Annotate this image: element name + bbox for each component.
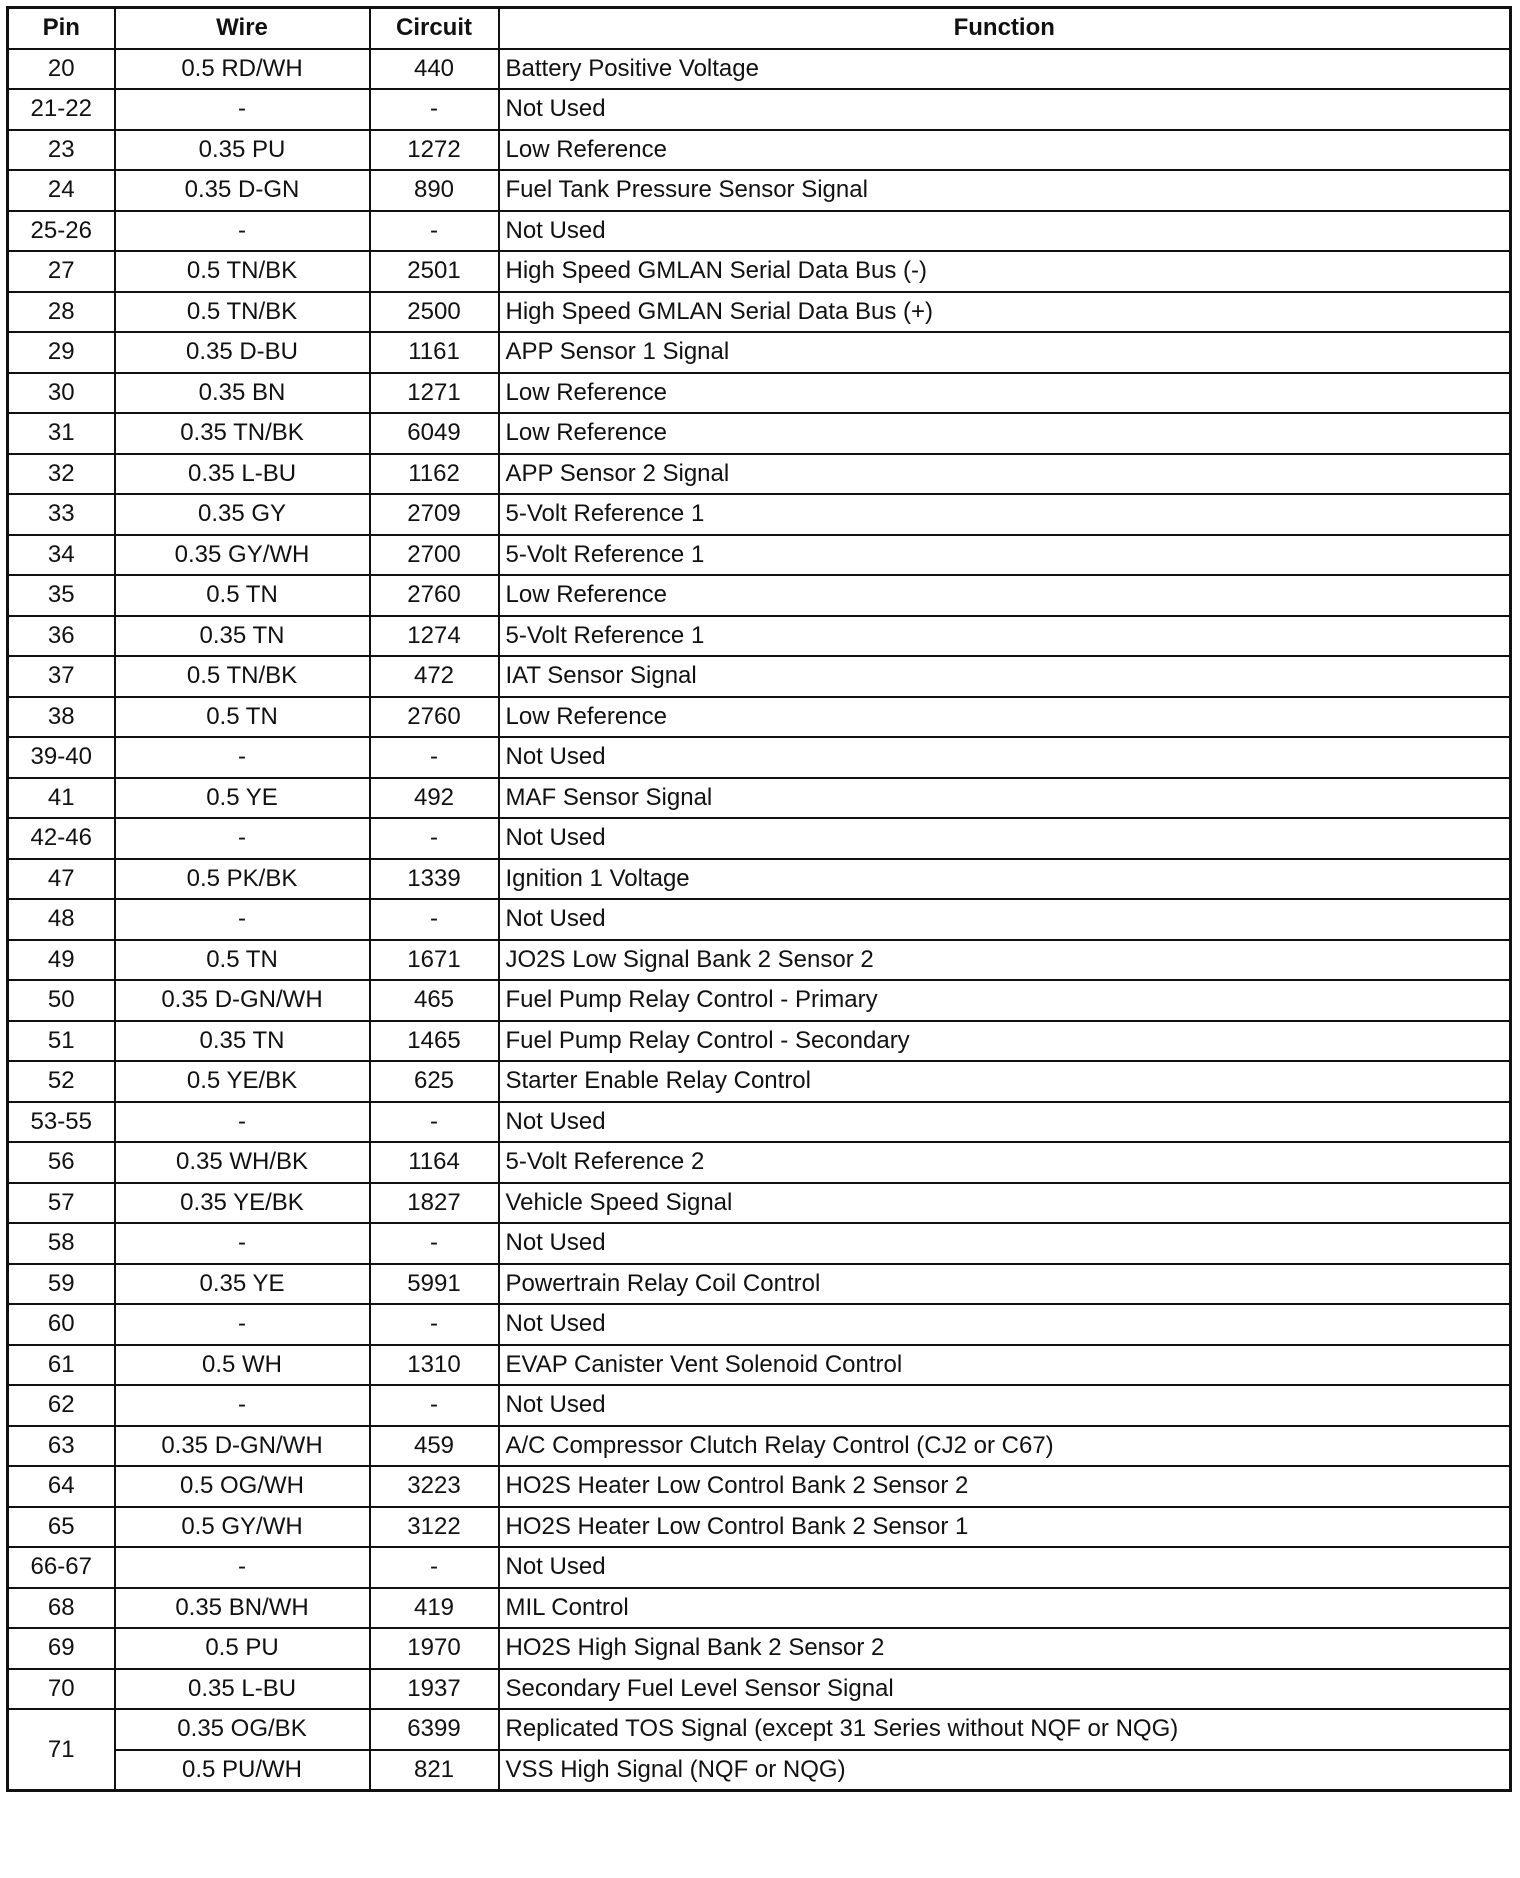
function-cell: 5-Volt Reference 1 bbox=[499, 494, 1511, 535]
wire-cell: 0.35 BN/WH bbox=[115, 1588, 370, 1629]
table-row bbox=[8, 1264, 1511, 1305]
function-cell: 5-Volt Reference 1 bbox=[499, 616, 1511, 657]
wire-cell: 0.5 WH bbox=[115, 1345, 370, 1386]
function-cell: Fuel Pump Relay Control - Primary bbox=[499, 980, 1511, 1021]
wire-cell: - bbox=[115, 899, 370, 940]
wire-cell: - bbox=[115, 1547, 370, 1588]
table-row bbox=[8, 1183, 1511, 1224]
wire-cell: 0.5 TN/BK bbox=[115, 292, 370, 333]
circuit-cell: 1271 bbox=[370, 373, 499, 414]
table-row bbox=[8, 1669, 1511, 1710]
function-cell: Fuel Tank Pressure Sensor Signal bbox=[499, 170, 1511, 211]
wire-cell: 0.5 TN bbox=[115, 697, 370, 738]
wire-cell: 0.35 L-BU bbox=[115, 1669, 370, 1710]
wire-cell: 0.5 TN/BK bbox=[115, 656, 370, 697]
table-row bbox=[8, 1466, 1511, 1507]
function-cell: JO2S Low Signal Bank 2 Sensor 2 bbox=[499, 940, 1511, 981]
wire-cell: 0.35 TN bbox=[115, 616, 370, 657]
circuit-cell: 1937 bbox=[370, 1669, 499, 1710]
table-row bbox=[8, 1345, 1511, 1386]
table-row bbox=[8, 818, 1511, 859]
table-row bbox=[8, 1628, 1511, 1669]
table-row bbox=[8, 1547, 1511, 1588]
header-function: Function bbox=[499, 8, 1511, 49]
pin-cell: 30 bbox=[8, 373, 115, 414]
table-row bbox=[8, 1750, 1511, 1791]
header-wire: Wire bbox=[115, 8, 370, 49]
function-cell: Not Used bbox=[499, 211, 1511, 252]
pin-cell: 58 bbox=[8, 1223, 115, 1264]
wire-cell: 0.35 GY/WH bbox=[115, 535, 370, 576]
table-row bbox=[8, 1142, 1511, 1183]
wire-cell: - bbox=[115, 211, 370, 252]
table-row bbox=[8, 1021, 1511, 1062]
pin-cell: 38 bbox=[8, 697, 115, 738]
function-cell: Vehicle Speed Signal bbox=[499, 1183, 1511, 1224]
circuit-cell: - bbox=[370, 737, 499, 778]
wire-cell: 0.35 D-BU bbox=[115, 332, 370, 373]
circuit-cell: 3122 bbox=[370, 1507, 499, 1548]
function-cell: HO2S Heater Low Control Bank 2 Sensor 1 bbox=[499, 1507, 1511, 1548]
wire-cell: - bbox=[115, 1223, 370, 1264]
pin-cell: 39-40 bbox=[8, 737, 115, 778]
table-row bbox=[8, 1709, 1511, 1750]
function-cell: Low Reference bbox=[499, 373, 1511, 414]
pin-cell: 64 bbox=[8, 1466, 115, 1507]
table-header-row bbox=[8, 8, 1511, 49]
circuit-cell: 1671 bbox=[370, 940, 499, 981]
pin-cell: 65 bbox=[8, 1507, 115, 1548]
table-row bbox=[8, 211, 1511, 252]
function-cell: VSS High Signal (NQF or NQG) bbox=[499, 1750, 1511, 1791]
function-cell: Low Reference bbox=[499, 130, 1511, 171]
function-cell: MIL Control bbox=[499, 1588, 1511, 1629]
table-row bbox=[8, 737, 1511, 778]
header-pin: Pin bbox=[8, 8, 115, 49]
table-row bbox=[8, 170, 1511, 211]
function-cell: Low Reference bbox=[499, 697, 1511, 738]
pin-cell: 25-26 bbox=[8, 211, 115, 252]
pin-cell: 24 bbox=[8, 170, 115, 211]
table-row bbox=[8, 130, 1511, 171]
wire-cell: 0.5 YE bbox=[115, 778, 370, 819]
circuit-cell: 492 bbox=[370, 778, 499, 819]
wire-cell: 0.35 D-GN bbox=[115, 170, 370, 211]
pin-cell: 52 bbox=[8, 1061, 115, 1102]
pin-cell: 50 bbox=[8, 980, 115, 1021]
pin-cell: 31 bbox=[8, 413, 115, 454]
function-cell: APP Sensor 1 Signal bbox=[499, 332, 1511, 373]
function-cell: Not Used bbox=[499, 737, 1511, 778]
wire-cell: 0.35 GY bbox=[115, 494, 370, 535]
circuit-cell: 459 bbox=[370, 1426, 499, 1467]
function-cell: 5-Volt Reference 1 bbox=[499, 535, 1511, 576]
circuit-cell: 1827 bbox=[370, 1183, 499, 1224]
pin-cell: 66-67 bbox=[8, 1547, 115, 1588]
wire-cell: 0.5 GY/WH bbox=[115, 1507, 370, 1548]
pin-cell: 20 bbox=[8, 49, 115, 90]
circuit-cell: 419 bbox=[370, 1588, 499, 1629]
table-row bbox=[8, 373, 1511, 414]
wire-cell: 0.35 D-GN/WH bbox=[115, 980, 370, 1021]
circuit-cell: - bbox=[370, 89, 499, 130]
circuit-cell: 440 bbox=[370, 49, 499, 90]
wire-cell: - bbox=[115, 1385, 370, 1426]
wire-cell: - bbox=[115, 818, 370, 859]
function-cell: Not Used bbox=[499, 1385, 1511, 1426]
pin-cell: 35 bbox=[8, 575, 115, 616]
pin-cell: 34 bbox=[8, 535, 115, 576]
circuit-cell: 625 bbox=[370, 1061, 499, 1102]
function-cell: Not Used bbox=[499, 899, 1511, 940]
circuit-cell: 6399 bbox=[370, 1709, 499, 1750]
function-cell: Not Used bbox=[499, 89, 1511, 130]
pin-cell: 28 bbox=[8, 292, 115, 333]
pin-cell: 57 bbox=[8, 1183, 115, 1224]
pin-cell: 32 bbox=[8, 454, 115, 495]
circuit-cell: 2760 bbox=[370, 575, 499, 616]
wire-cell: 0.5 OG/WH bbox=[115, 1466, 370, 1507]
pin-cell: 69 bbox=[8, 1628, 115, 1669]
function-cell: HO2S Heater Low Control Bank 2 Sensor 2 bbox=[499, 1466, 1511, 1507]
circuit-cell: 2700 bbox=[370, 535, 499, 576]
wire-cell: 0.35 YE bbox=[115, 1264, 370, 1305]
wire-cell: 0.35 WH/BK bbox=[115, 1142, 370, 1183]
function-cell: IAT Sensor Signal bbox=[499, 656, 1511, 697]
circuit-cell: 465 bbox=[370, 980, 499, 1021]
table-row bbox=[8, 656, 1511, 697]
circuit-cell: 1272 bbox=[370, 130, 499, 171]
function-cell: Not Used bbox=[499, 1304, 1511, 1345]
function-cell: Replicated TOS Signal (except 31 Series without NQF or NQG) bbox=[499, 1709, 1511, 1750]
pin-cell: 36 bbox=[8, 616, 115, 657]
pin-cell: 48 bbox=[8, 899, 115, 940]
table-row bbox=[8, 859, 1511, 900]
wire-cell: 0.5 TN bbox=[115, 575, 370, 616]
pin-cell: 23 bbox=[8, 130, 115, 171]
pin-cell: 42-46 bbox=[8, 818, 115, 859]
circuit-cell: 2500 bbox=[370, 292, 499, 333]
circuit-cell: - bbox=[370, 211, 499, 252]
wire-cell: 0.5 PK/BK bbox=[115, 859, 370, 900]
header-circuit: Circuit bbox=[370, 8, 499, 49]
wire-cell: 0.5 PU bbox=[115, 1628, 370, 1669]
wire-cell: 0.35 TN bbox=[115, 1021, 370, 1062]
circuit-cell: 5991 bbox=[370, 1264, 499, 1305]
pin-cell: 37 bbox=[8, 656, 115, 697]
pin-cell: 27 bbox=[8, 251, 115, 292]
circuit-cell: - bbox=[370, 899, 499, 940]
function-cell: Battery Positive Voltage bbox=[499, 49, 1511, 90]
pin-cell: 49 bbox=[8, 940, 115, 981]
pin-cell: 51 bbox=[8, 1021, 115, 1062]
function-cell: APP Sensor 2 Signal bbox=[499, 454, 1511, 495]
function-cell: Low Reference bbox=[499, 413, 1511, 454]
wire-cell: 0.35 BN bbox=[115, 373, 370, 414]
function-cell: 5-Volt Reference 2 bbox=[499, 1142, 1511, 1183]
function-cell: High Speed GMLAN Serial Data Bus (+) bbox=[499, 292, 1511, 333]
circuit-cell: - bbox=[370, 1304, 499, 1345]
function-cell: Not Used bbox=[499, 1223, 1511, 1264]
function-cell: MAF Sensor Signal bbox=[499, 778, 1511, 819]
pin-cell: 59 bbox=[8, 1264, 115, 1305]
pin-cell: 41 bbox=[8, 778, 115, 819]
table-row bbox=[8, 899, 1511, 940]
table-row bbox=[8, 616, 1511, 657]
function-cell: A/C Compressor Clutch Relay Control (CJ2 or C67) bbox=[499, 1426, 1511, 1467]
circuit-cell: 1310 bbox=[370, 1345, 499, 1386]
function-cell: Not Used bbox=[499, 1102, 1511, 1143]
circuit-cell: - bbox=[370, 1223, 499, 1264]
pin-cell: 62 bbox=[8, 1385, 115, 1426]
wire-cell: 0.5 RD/WH bbox=[115, 49, 370, 90]
wire-cell: 0.35 D-GN/WH bbox=[115, 1426, 370, 1467]
table-row bbox=[8, 332, 1511, 373]
table-row bbox=[8, 89, 1511, 130]
wire-cell: 0.5 YE/BK bbox=[115, 1061, 370, 1102]
table-row bbox=[8, 454, 1511, 495]
wire-cell: 0.35 OG/BK bbox=[115, 1709, 370, 1750]
table-row bbox=[8, 1507, 1511, 1548]
wire-cell: 0.35 L-BU bbox=[115, 454, 370, 495]
pin-cell: 61 bbox=[8, 1345, 115, 1386]
pin-cell: 21-22 bbox=[8, 89, 115, 130]
circuit-cell: 890 bbox=[370, 170, 499, 211]
function-cell: Ignition 1 Voltage bbox=[499, 859, 1511, 900]
wire-cell: 0.5 TN bbox=[115, 940, 370, 981]
circuit-cell: 6049 bbox=[370, 413, 499, 454]
table-row bbox=[8, 940, 1511, 981]
pin-cell: 60 bbox=[8, 1304, 115, 1345]
table-row bbox=[8, 494, 1511, 535]
table-row bbox=[8, 292, 1511, 333]
wire-cell: - bbox=[115, 1304, 370, 1345]
wire-cell: 0.35 TN/BK bbox=[115, 413, 370, 454]
table-row bbox=[8, 1588, 1511, 1629]
pin-cell: 29 bbox=[8, 332, 115, 373]
circuit-cell: - bbox=[370, 1385, 499, 1426]
function-cell: Not Used bbox=[499, 818, 1511, 859]
pin-function-table bbox=[6, 6, 1512, 1792]
function-cell: Starter Enable Relay Control bbox=[499, 1061, 1511, 1102]
pin-cell: 53-55 bbox=[8, 1102, 115, 1143]
circuit-cell: 2760 bbox=[370, 697, 499, 738]
wire-cell: - bbox=[115, 89, 370, 130]
pin-cell: 68 bbox=[8, 1588, 115, 1629]
pin-cell: 56 bbox=[8, 1142, 115, 1183]
table-row bbox=[8, 980, 1511, 1021]
wire-cell: 0.5 PU/WH bbox=[115, 1750, 370, 1791]
circuit-cell: - bbox=[370, 1102, 499, 1143]
pin-cell: 63 bbox=[8, 1426, 115, 1467]
table-row bbox=[8, 1061, 1511, 1102]
table-row bbox=[8, 535, 1511, 576]
circuit-cell: - bbox=[370, 818, 499, 859]
wire-cell: 0.35 YE/BK bbox=[115, 1183, 370, 1224]
table-row bbox=[8, 251, 1511, 292]
circuit-cell: 1161 bbox=[370, 332, 499, 373]
table-row bbox=[8, 1223, 1511, 1264]
circuit-cell: 2709 bbox=[370, 494, 499, 535]
table-row bbox=[8, 413, 1511, 454]
circuit-cell: 3223 bbox=[370, 1466, 499, 1507]
pin-cell: 33 bbox=[8, 494, 115, 535]
circuit-cell: 1162 bbox=[370, 454, 499, 495]
wire-cell: 0.5 TN/BK bbox=[115, 251, 370, 292]
circuit-cell: 1339 bbox=[370, 859, 499, 900]
circuit-cell: 472 bbox=[370, 656, 499, 697]
table-body bbox=[8, 49, 1511, 1791]
table-row bbox=[8, 697, 1511, 738]
pin-cell: 71 bbox=[8, 1709, 115, 1791]
wire-cell: - bbox=[115, 1102, 370, 1143]
function-cell: EVAP Canister Vent Solenoid Control bbox=[499, 1345, 1511, 1386]
circuit-cell: 2501 bbox=[370, 251, 499, 292]
table-row bbox=[8, 1385, 1511, 1426]
table-row bbox=[8, 49, 1511, 90]
function-cell: Powertrain Relay Coil Control bbox=[499, 1264, 1511, 1305]
table-row bbox=[8, 1426, 1511, 1467]
table-row bbox=[8, 1102, 1511, 1143]
pin-cell: 70 bbox=[8, 1669, 115, 1710]
function-cell: Not Used bbox=[499, 1547, 1511, 1588]
table-row bbox=[8, 575, 1511, 616]
circuit-cell: 821 bbox=[370, 1750, 499, 1791]
circuit-cell: 1274 bbox=[370, 616, 499, 657]
wire-cell: - bbox=[115, 737, 370, 778]
function-cell: HO2S High Signal Bank 2 Sensor 2 bbox=[499, 1628, 1511, 1669]
circuit-cell: - bbox=[370, 1547, 499, 1588]
circuit-cell: 1465 bbox=[370, 1021, 499, 1062]
circuit-cell: 1970 bbox=[370, 1628, 499, 1669]
table-row bbox=[8, 1304, 1511, 1345]
circuit-cell: 1164 bbox=[370, 1142, 499, 1183]
table-row bbox=[8, 778, 1511, 819]
function-cell: Low Reference bbox=[499, 575, 1511, 616]
function-cell: Fuel Pump Relay Control - Secondary bbox=[499, 1021, 1511, 1062]
function-cell: Secondary Fuel Level Sensor Signal bbox=[499, 1669, 1511, 1710]
wire-cell: 0.35 PU bbox=[115, 130, 370, 171]
pin-cell: 47 bbox=[8, 859, 115, 900]
function-cell: High Speed GMLAN Serial Data Bus (-) bbox=[499, 251, 1511, 292]
